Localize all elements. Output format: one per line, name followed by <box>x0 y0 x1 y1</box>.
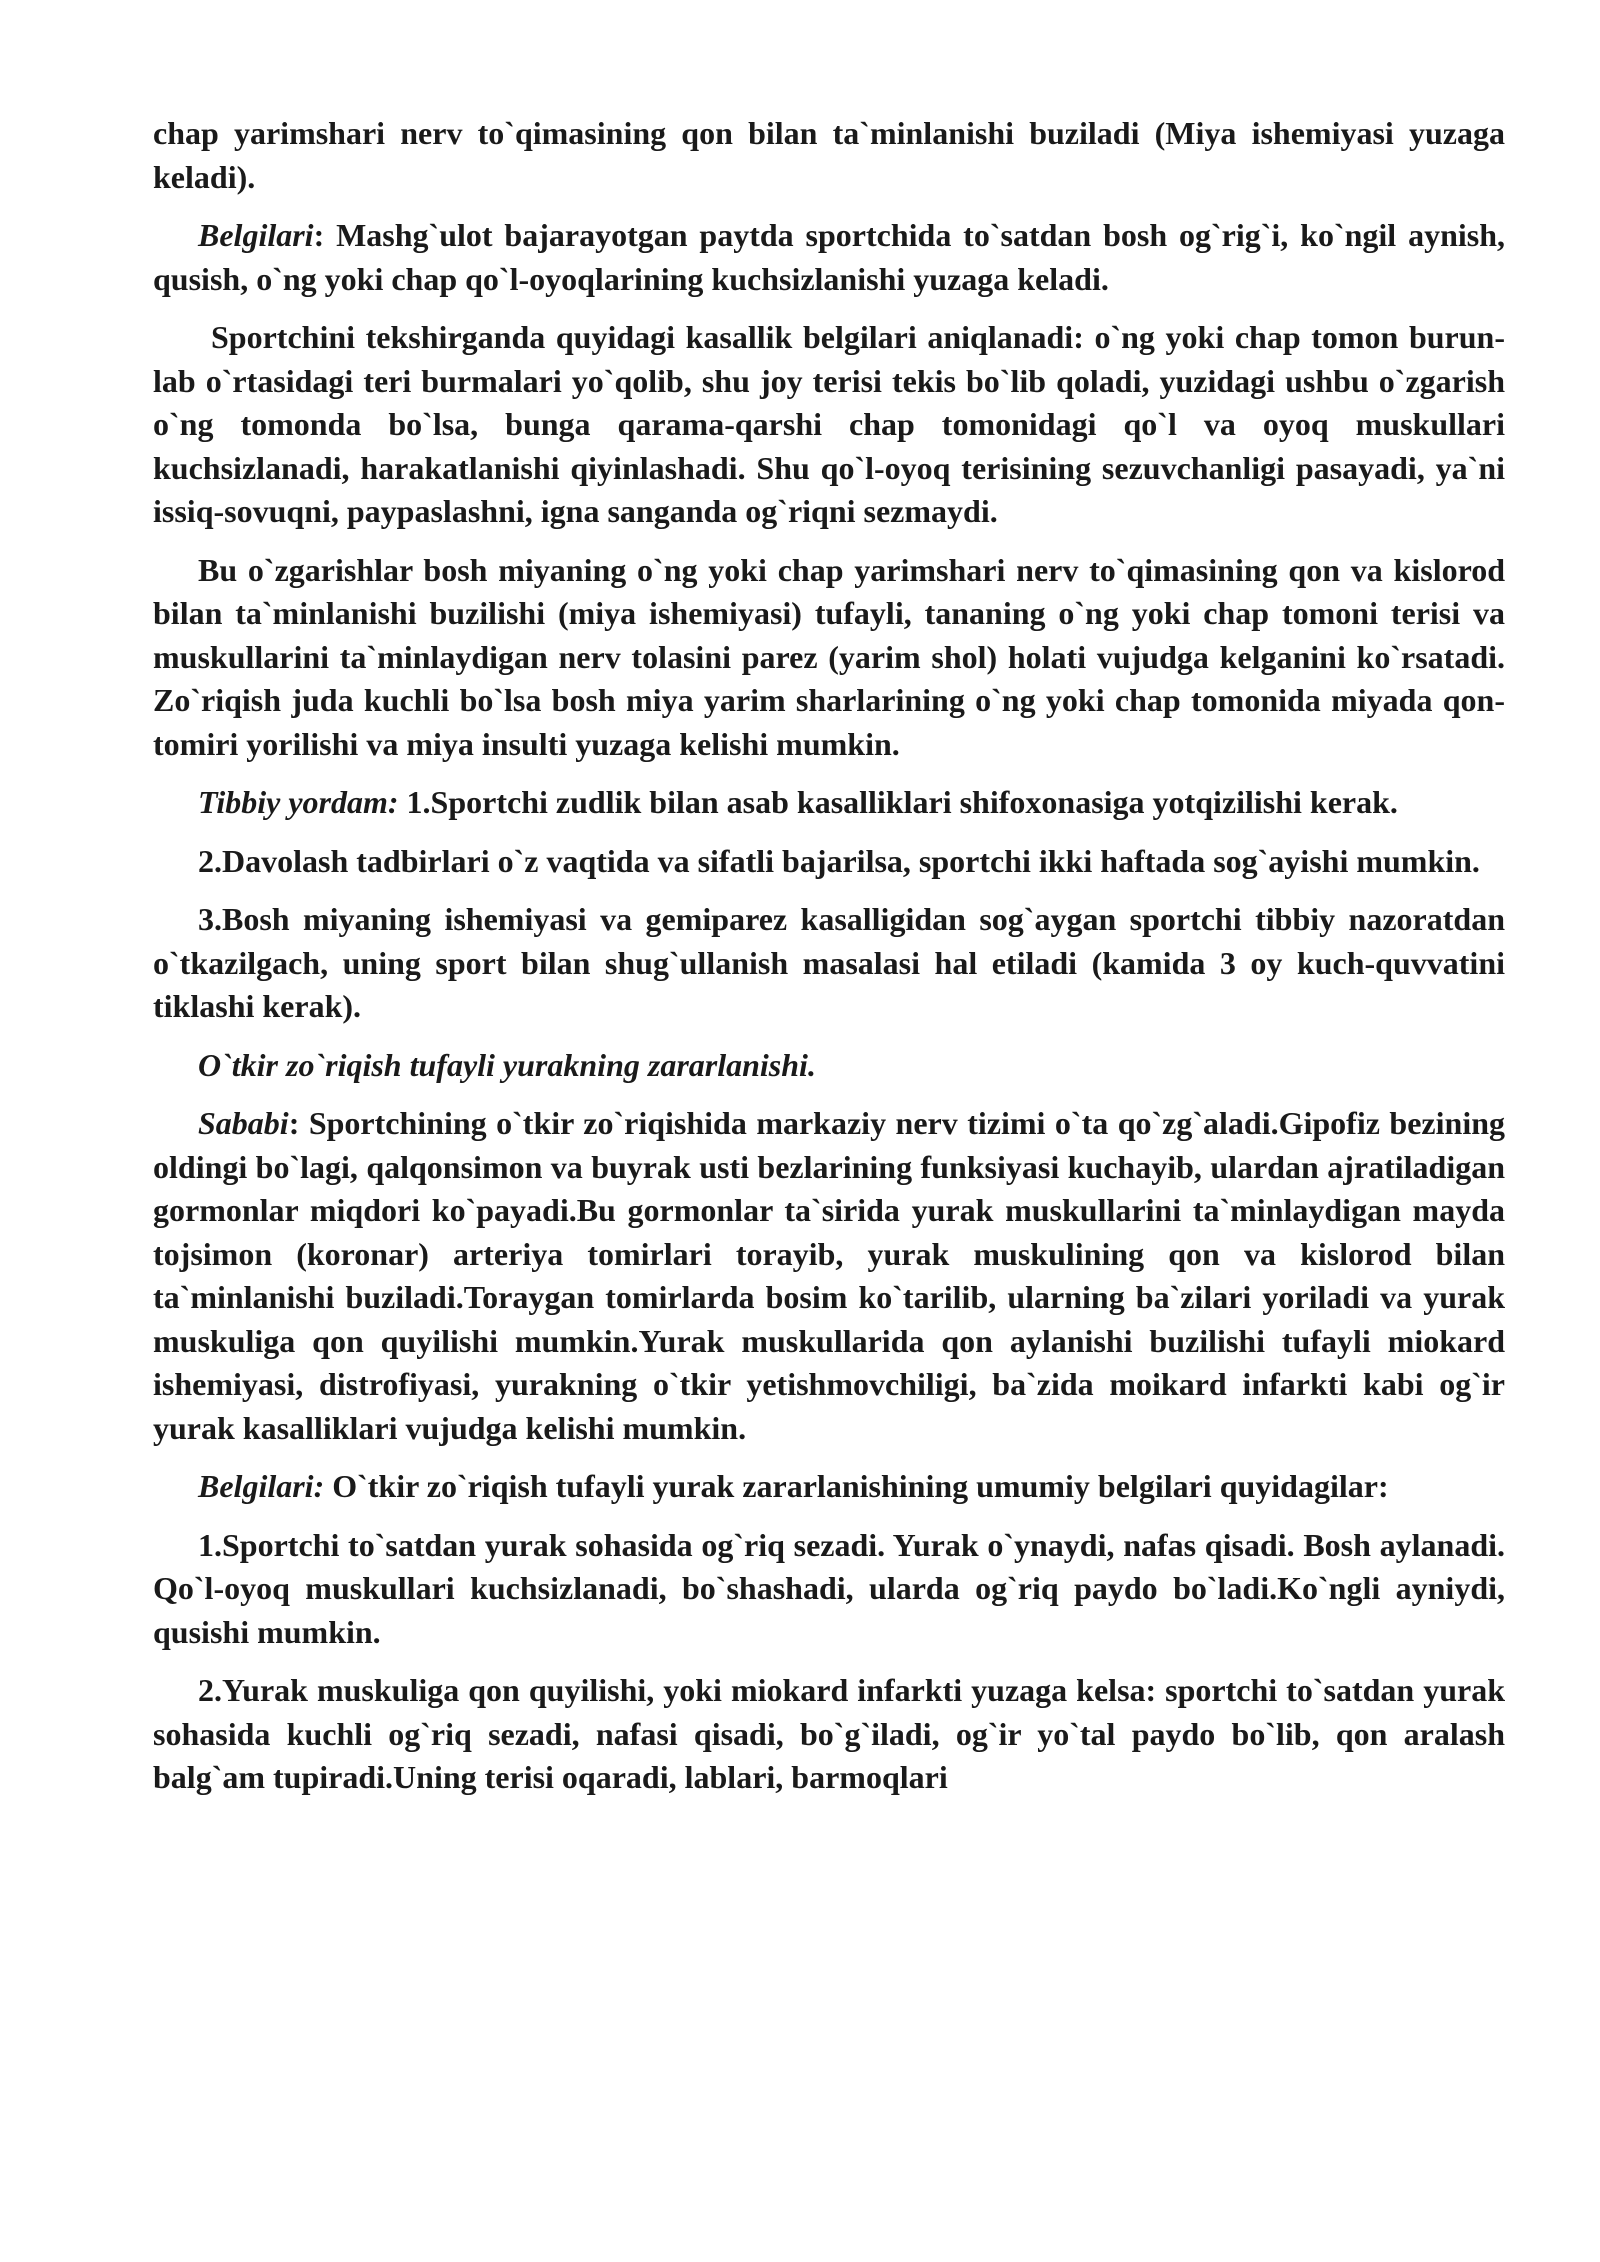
paragraph-5-lead: Tibbiy yordam: <box>198 784 399 820</box>
paragraph-11-text: 1.Sportchi to`satdan yurak sohasida og`riq sezadi. Yurak o`ynaydi, nafas qisadi. Bosh aylanadi. Qo`l-oyoq muskullari kuchsizlanadi, bo`shashadi, ularda og`riq paydo bo`ladi.Ko`ngli ayniydi, qusishi mumkin. <box>153 1526 1505 1650</box>
paragraph-12 <box>153 1669 1505 1800</box>
document-page <box>153 112 1505 1815</box>
section-heading: O`tkir zo`riqish tufayli yurakning zararlanishi. <box>198 1046 816 1083</box>
paragraph-7-text: 3.Bosh miyaning ishemiyasi va gemiparez kasalligidan sog`aygan sportchi tibbiy nazoratdan o`tkazilgach, uning sport bilan shug`ullanish masalasi hal etiladi (kamida 3 oy kuch-quvvatini tiklashi kerak). <box>153 901 1505 1024</box>
paragraph-12-text: 2.Yurak muskuliga qon quyilishi, yoki miokard infarkti yuzaga kelsa: sportchi to`satdan yurak sohasida kuchli og`riq sezadi, nafasi qisadi, bo`g`iladi, og`ir yo`tal paydo bo`lib, qon aralash balg`am tupiradi.Uning terisi oqaradi, lablari, barmoqlari <box>153 1672 1505 1795</box>
paragraph-3-text: Sportchini tekshirganda quyidagi kasallik belgilari aniqlanadi: o`ng yoki chap tomon burun-lab o`rtasidagi teri burmalari yo`qolib, shu joy terisi tekis bo`lib qoladi, yuzidagi ushbu o`zgarish o`ng tomonda bo`lsa, bunga qarama-qarshi chap tomonidagi qo`l va oyoq muskullari kuchsizlanadi, harakatlanishi qiyinlashadi. Shu qo`l-oyoq terisining sezuvchanligi pasayadi, ya`ni issiq-sovuqni, paypaslashni, igna sanganda og`riqni sezmaydi. <box>153 319 1505 529</box>
paragraph-8 <box>153 1044 1505 1088</box>
paragraph-10 <box>153 1465 1505 1509</box>
paragraph-9-lead: Sababi <box>198 1105 289 1141</box>
paragraph-10-text: O`tkir zo`riqish tufayli yurak zararlanishining umumiy belgilari quyidagilar: <box>324 1468 1389 1504</box>
paragraph-5-text: 1.Sportchi zudlik bilan asab kasalliklari shifoxonasiga yotqizilishi kerak. <box>398 784 1398 820</box>
paragraph-4-text: Bu o`zgarishlar bosh miyaning o`ng yoki chap yarimshari nerv to`qimasining qon va kislorod bilan ta`minlanishi buzilishi (miya ishemiyasi) tufayli, tananing o`ng yoki chap tomoni terisi va muskullarini ta`minlaydigan nerv tolasini parez (yarim shol) holati vujudga kelganini ko`rsatadi. Zo`riqish juda kuchli bo`lsa bosh miya yarim sharlarining o`ng yoki chap tomonida miyada qon-tomiri yorilishi va miya insulti yuzaga kelishi mumkin. <box>153 551 1505 762</box>
paragraph-1-text: chap yarimshari nerv to`qimasining qon bilan ta`minlanishi buziladi (Miya ishemiyasi yuzaga keladi). <box>153 115 1505 195</box>
paragraph-7 <box>153 898 1505 1029</box>
paragraph-2 <box>153 214 1505 301</box>
paragraph-3 <box>153 316 1505 534</box>
paragraph-5 <box>153 781 1505 825</box>
paragraph-1 <box>153 112 1505 199</box>
paragraph-10-lead: Belgilari: <box>198 1468 325 1504</box>
paragraph-9-text: : Sportchining o`tkir zo`riqishida markaziy nerv tizimi o`ta qo`zg`aladi.Gipofiz bezining oldingi bo`lagi, qalqonsimon va buyrak usti bezlarining funksiyasi kuchayib, ulardan ajratiladigan gormonlar miqdori ko`payadi.Bu gormonlar ta`sirida yurak muskullarini ta`minlaydigan mayda tojsimon (koronar) arteriya tomirlari torayib, yurak muskulining qon va kislorod bilan ta`minlanishi buziladi.Toraygan tomirlarda bosim ko`tarilib, ularning ba`zilari yoriladi va yurak muskuliga qon quyilishi mumkin.Yurak muskullarida qon aylanishi buzilishi tufayli miokard ishemiyasi, distrofiyasi, yurakning o`tkir yetishmovchiligi, ba`zida moikard infarkti kabi og`ir yurak kasalliklari vujudga kelishi mumkin. <box>153 1105 1505 1446</box>
paragraph-2-text: : Mashg`ulot bajarayotgan paytda sportchida to`satdan bosh og`rig`i, ko`ngil aynish, qusish, o`ng yoki chap qo`l-oyoqlarining kuchsizlanishi yuzaga keladi. <box>153 217 1505 297</box>
paragraph-9 <box>153 1102 1505 1450</box>
paragraph-6-text: 2.Davolash tadbirlari o`z vaqtida va sifatli bajarilsa, sportchi ikki haftada sog`ayishi mumkin. <box>198 842 1480 879</box>
paragraph-11 <box>153 1524 1505 1655</box>
paragraph-4 <box>153 549 1505 767</box>
paragraph-2-lead: Belgilari <box>198 217 314 253</box>
paragraph-6 <box>153 840 1505 884</box>
